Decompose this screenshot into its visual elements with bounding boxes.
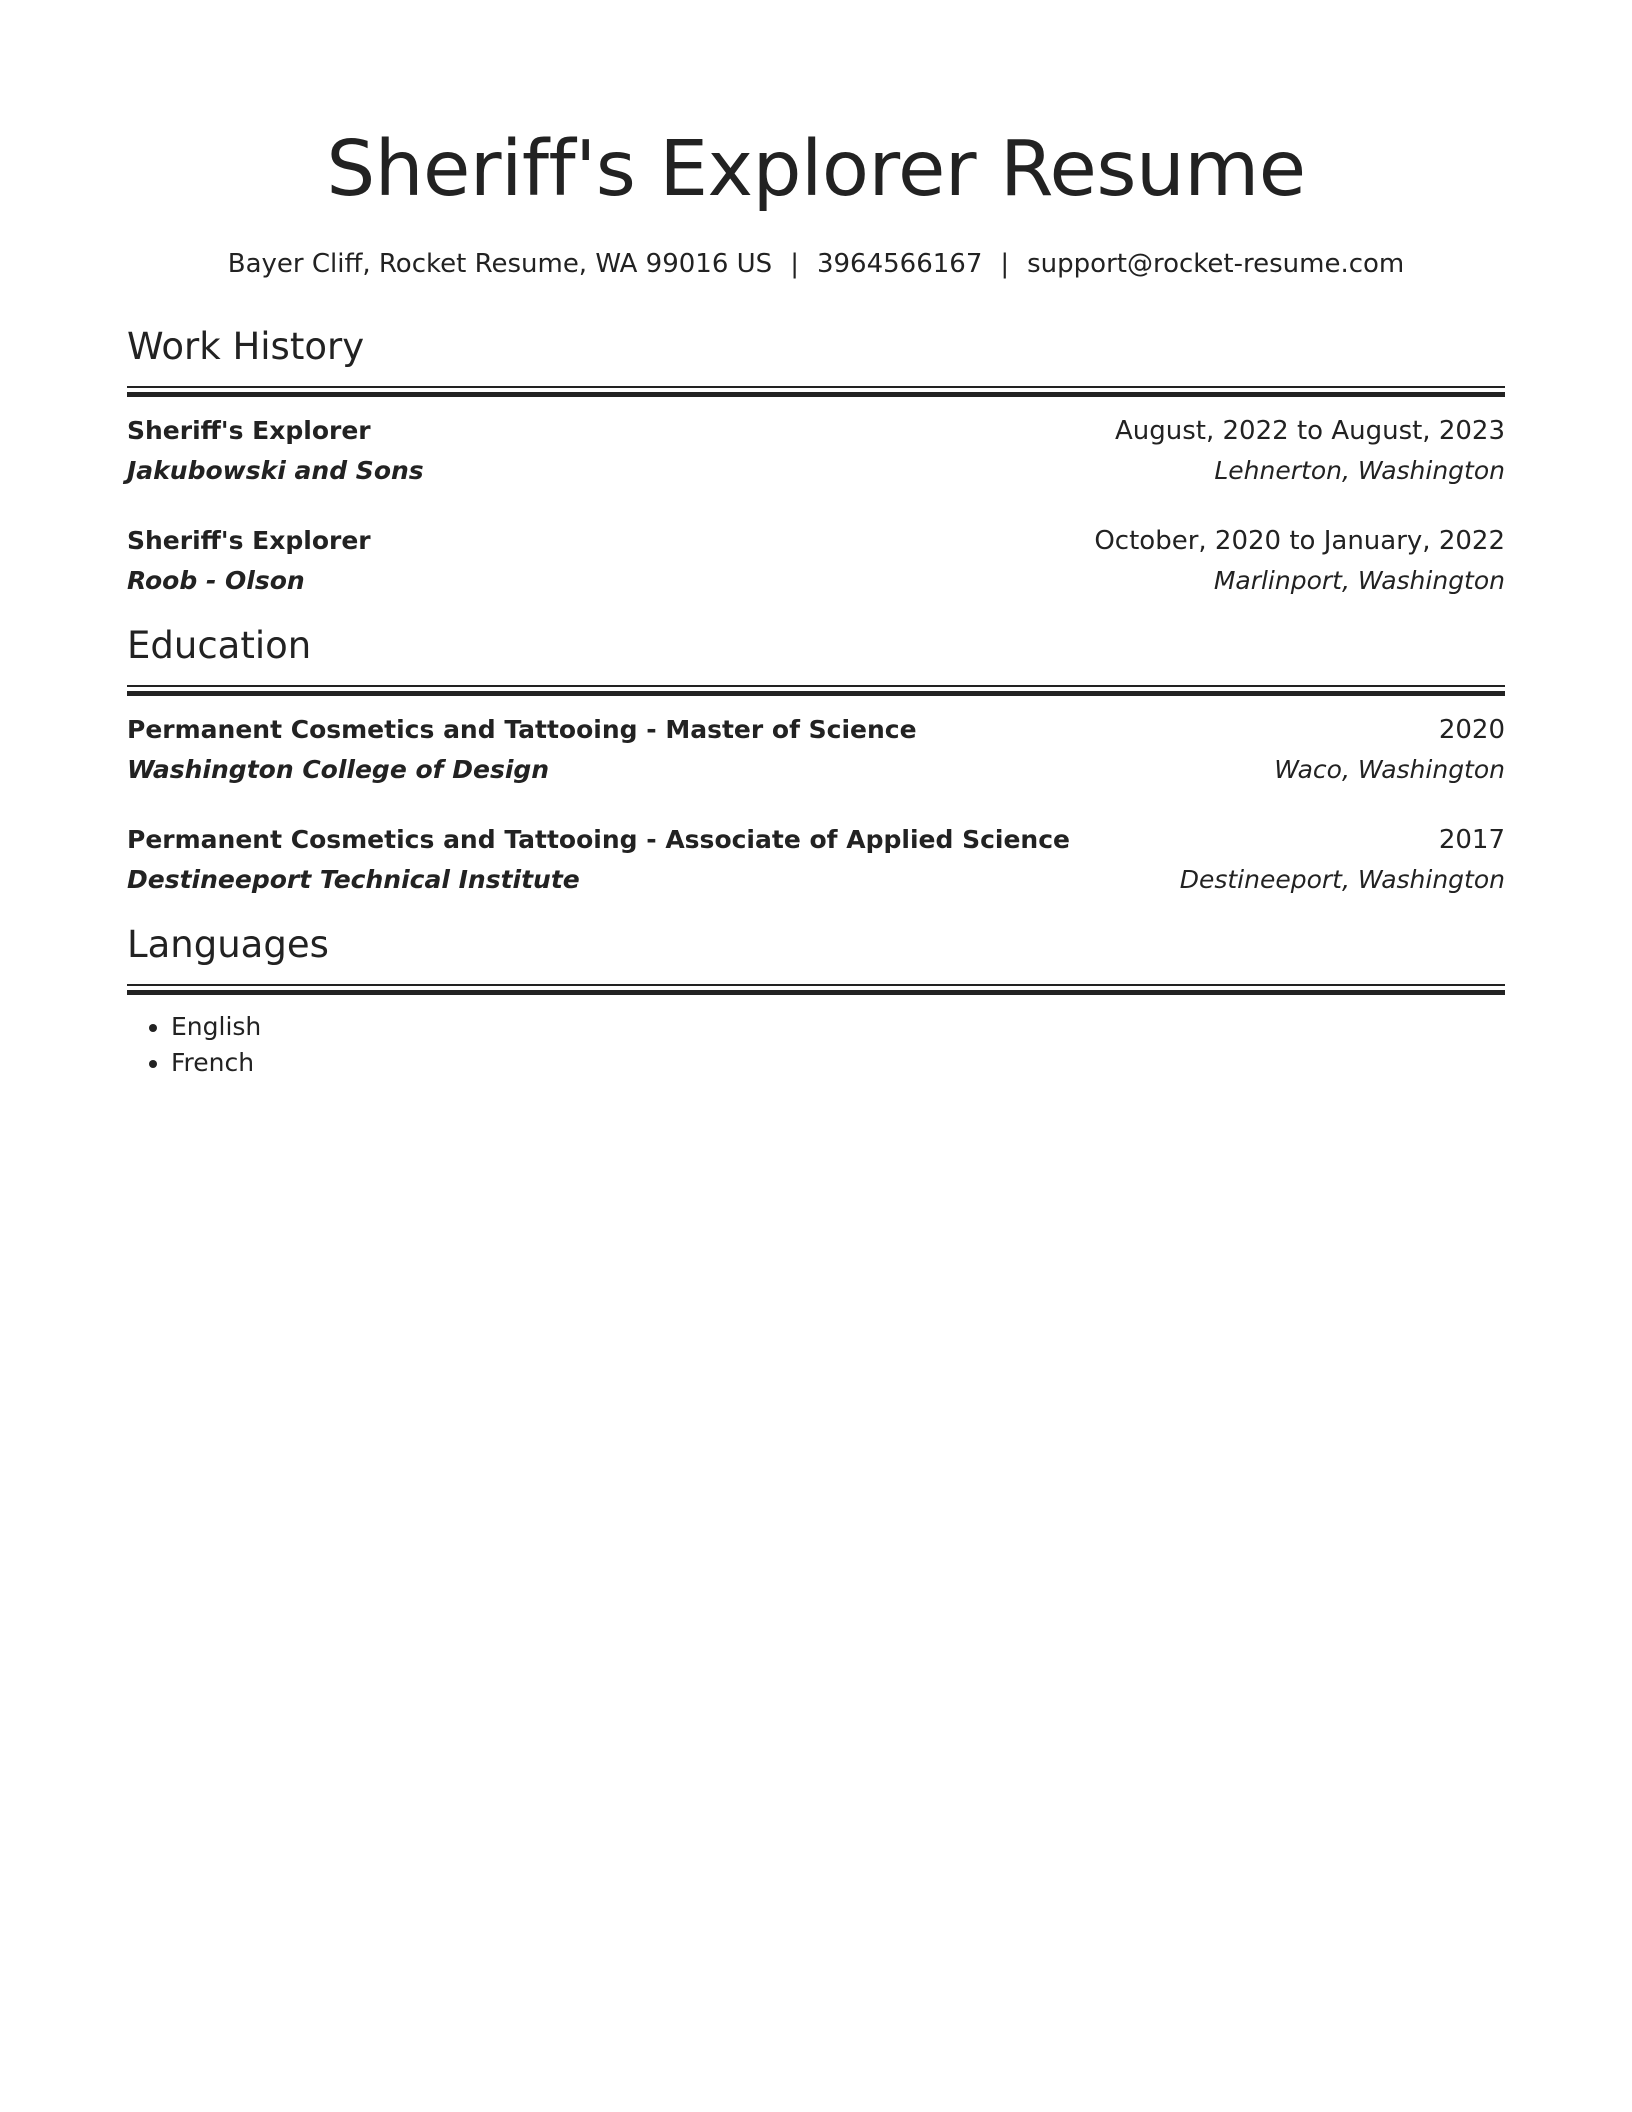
job-location: Marlinport, Washington — [1213, 566, 1505, 595]
section-heading-education: Education — [127, 624, 312, 667]
list-item: • French — [171, 1045, 1505, 1081]
contact-separator: | — [1000, 249, 1010, 279]
degree-title: Permanent Cosmetics and Tattooing - Associate of Applied Science — [127, 825, 1070, 854]
section-heading-work-history: Work History — [127, 325, 365, 368]
list-item: • English — [171, 1009, 1505, 1045]
contact-line — [127, 246, 1505, 282]
school-location: Destineeport, Washington — [1179, 865, 1505, 894]
education-entry — [127, 710, 1505, 790]
company-name: Roob - Olson — [127, 566, 305, 595]
job-title: Sheriff's Explorer — [127, 416, 371, 445]
school-name: Washington College of Design — [127, 755, 550, 784]
resume-title: Sheriff's Explorer Resume — [326, 125, 1306, 214]
school-name: Destineeport Technical Institute — [127, 865, 580, 894]
work-history-section — [127, 322, 1505, 601]
contact-separator: | — [790, 249, 799, 279]
school-location: Waco, Washington — [1274, 755, 1505, 784]
graduation-year: 2017 — [1438, 825, 1505, 855]
job-dates: August, 2022 to August, 2023 — [1115, 416, 1505, 446]
degree-title: Permanent Cosmetics and Tattooing - Master of Science — [127, 715, 917, 744]
work-entry — [127, 411, 1505, 491]
job-location: Lehnerton, Washington — [1214, 456, 1505, 485]
company-name: Jakubowski and Sons — [127, 456, 424, 485]
education-section — [127, 621, 1505, 900]
job-dates: October, 2020 to January, 2022 — [1094, 526, 1505, 556]
contact-email[interactable]: support@rocket-resume.com — [1027, 249, 1405, 279]
graduation-year: 2020 — [1438, 715, 1505, 745]
section-divider — [127, 685, 1505, 696]
work-entry — [127, 521, 1505, 601]
education-entry — [127, 820, 1505, 900]
languages-section — [127, 920, 1505, 1081]
section-divider — [127, 386, 1505, 397]
contact-address: Bayer Cliff, Rocket Resume, WA 99016 US — [227, 249, 773, 279]
languages-list — [127, 1009, 1505, 1081]
job-title: Sheriff's Explorer — [127, 526, 371, 555]
section-divider — [127, 984, 1505, 995]
section-heading-languages: Languages — [127, 923, 329, 966]
contact-phone: 3964566167 — [816, 249, 983, 279]
